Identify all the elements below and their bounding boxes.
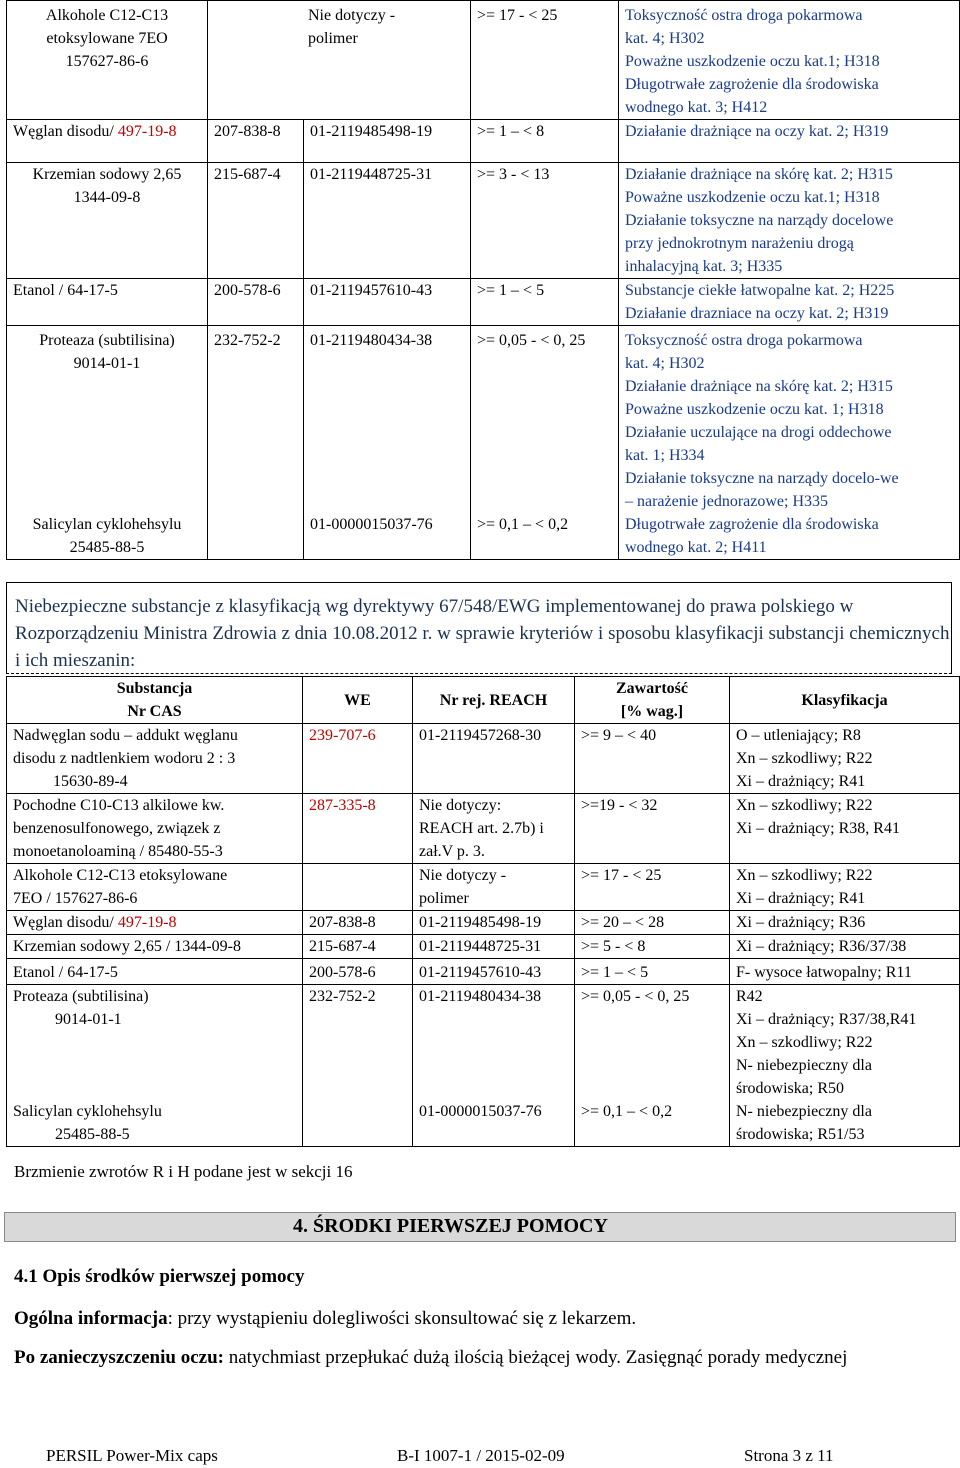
clp-classification-table [6,0,960,560]
header-substance [7,677,303,724]
cas-number: 25485-88-5 [69,539,145,556]
classification-line: R42 [736,988,763,1005]
classification-cell [619,1,960,120]
footer-product: PERSIL Power-Mix caps [46,1446,218,1465]
reach-number: 01-2119457268-30 [413,724,575,794]
reach-number: 01-2119480434-38 [413,985,575,1101]
substance-name: Salicylan cyklohehsylu [32,516,182,533]
concentration: >= 0,05 - < 0, 25 [471,326,619,514]
we-number: 200-578-6 [303,959,413,985]
concentration: >= 17 - < 25 [575,864,730,911]
classification-cell [730,864,960,911]
classification-line: środowiska; R50 [736,1080,844,1097]
classification-cell [730,724,960,794]
table-row [7,911,960,935]
classification-line: wodnego kat. 2; H411 [625,539,767,556]
classification-line: Działanie toksyczne na narządy docelowe [625,212,894,229]
reach-number: 01-0000015037-76 [304,513,471,560]
cas-number: 25485-88-5 [55,1126,130,1143]
cas-number: 157627-86-6 [65,53,149,70]
reach-number: 01-2119448725-31 [304,163,471,279]
substance-line: Węglan disodu/ [13,914,118,931]
cas-number: 9014-01-1 [73,355,141,372]
substance-cell [7,163,208,279]
classification-cell [619,279,960,326]
reach-line: Nie dotyczy - [419,867,507,884]
cas-number: 497-19-8 [117,123,177,140]
classification-line: przy jednokrotnym narażeniu drogą [625,235,854,252]
reach-number: 01-2119485498-19 [304,120,471,163]
table-row [7,959,960,985]
substance-cell [7,1100,303,1147]
classification-line: kat. 4; H302 [625,355,705,372]
we-number: 232-752-2 [303,985,413,1101]
classification-line: Działanie drażniące na oczy kat. 2; H319 [625,123,889,140]
substance-cell [7,724,303,794]
substance-line: Pochodne C10-C13 alkilowe kw. [13,797,225,814]
table-row [7,935,960,959]
we-number: 207-838-8 [208,120,304,163]
reach-line: Nie dotyczy: [419,797,502,814]
classification-line: środowiska; R51/53 [736,1126,865,1143]
header-label: [% wag.] [620,703,684,720]
concentration: >= 5 - < 8 [575,935,730,959]
classification-line: F- wysoce łatwopalny; R11 [730,959,960,985]
classification-line: Poważne uszkodzenie oczu kat. 1; H318 [625,401,884,418]
eye-contact-label: Po zanieczyszczeniu oczu: [14,1347,224,1368]
substance-cell [7,1,208,120]
reach-number: Nie dotyczy - polimer [308,7,396,47]
classification-line: N- niebezpieczny dla [736,1103,872,1120]
concentration: >= 1 – < 5 [471,279,619,326]
concentration: >= 1 – < 8 [471,120,619,163]
table-row [7,985,960,1101]
classification-cell [730,985,960,1101]
substance-line: Proteaza (subtilisina) [13,988,149,1005]
concentration: >= 9 – < 40 [575,724,730,794]
cas-number: 1344-09-8 [73,189,141,206]
substance-line: Nadwęglan sodu – addukt węglanu [13,727,238,744]
classification-line: Działanie uczulające na drogi oddechowe [625,424,892,441]
classification-line: Xn – szkodliwy; R22 [736,750,873,767]
classification-line: wodnego kat. 3; H412 [625,99,768,116]
classification-line: Xi – drażniący; R36/37/38 [730,935,960,959]
classification-line: inhalacyjną kat. 3; H335 [625,258,783,275]
table-row [7,1100,960,1147]
header-label: Zawartość [616,680,688,697]
table-row [7,724,960,794]
reach-number: 01-2119485498-19 [413,911,575,935]
reach-line: zał.V p. 3. [419,843,485,860]
classification-line: – narażenie jednorazowe; H335 [625,493,829,510]
header-label: Nr CAS [127,703,182,720]
reach-line: polimer [419,890,469,907]
substance-line: monoetanoloaminą / 85480-55-3 [13,843,223,860]
reach-number: 01-2119480434-38 [304,326,471,514]
substance-cell [7,513,208,560]
subsection-title: 4.1 Opis środków pierwszej pomocy [14,1266,305,1287]
substance-line: disodu z nadtlenkiem wodoru 2 : 3 [13,750,236,767]
we-number: 232-752-2 [208,326,304,514]
classification-line: Xi – drażniący; R37/38,R41 [736,1011,917,1028]
cas-number: 497-19-8 [117,914,177,931]
concentration: >= 20 – < 28 [575,911,730,935]
table-row [7,279,960,326]
header-concentration [575,677,730,724]
cas-number: 15630-89-4 [53,773,128,790]
substance-cell [7,864,303,911]
classification-line: Xn – szkodliwy; R22 [736,1034,873,1051]
classification-cell [730,1100,960,1147]
concentration: >= 17 - < 25 [471,1,619,120]
header-label: Substancja [116,680,193,697]
classification-line: Xi – drażniący; R36 [730,911,960,935]
classification-line: Xi – drażniący; R41 [736,890,866,907]
classification-cell [619,163,960,279]
substance-cell [7,326,208,514]
we-number [303,864,413,911]
classification-line: Poważne uszkodzenie oczu kat.1; H318 [625,53,880,70]
substance-name: Krzemian sodowy 2,65 [32,166,182,183]
we-number: 215-687-4 [208,163,304,279]
concentration: >= 0,1 – < 0,2 [575,1100,730,1147]
substance-line: Salicylan cyklohehsylu [13,1103,162,1120]
classification-line: Działanie toksyczne na narządy docelo-we [625,470,899,487]
substance-cell [7,985,303,1101]
we-number [303,1100,413,1147]
reach-cell [413,794,575,864]
reach-cell [413,864,575,911]
table-header-row [7,677,960,724]
table-row [7,163,960,279]
classification-line: kat. 1; H334 [625,447,705,464]
classification-line: Xn – szkodliwy; R22 [736,797,873,814]
classification-cell [619,120,960,163]
r-h-phrases-note: Brzmienie zwrotów R i H podane jest w sekcji 16 [14,1162,353,1181]
classification-line: N- niebezpieczny dla [736,1057,872,1074]
classification-cell [619,513,960,560]
substance-line: Krzemian sodowy 2,65 / 1344-09-8 [7,935,303,959]
substance-line: 7EO / 157627-86-6 [13,890,138,907]
section-heading-bar [4,1212,956,1242]
classification-line: Poważne uszkodzenie oczu kat.1; H318 [625,189,880,206]
classification-line: Działanie drazniace na oczy kat. 2; H319 [625,305,889,322]
table-row [7,513,960,560]
reach-number: 01-2119457610-43 [413,959,575,985]
we-number: 200-578-6 [208,279,304,326]
header-reach: Nr rej. REACH [413,677,575,724]
general-info-paragraph [14,1305,944,1332]
classification-line: Długotrwałe zagrożenie dla środowiska [625,516,879,533]
table-row [7,1,960,120]
concentration: >= 3 - < 13 [471,163,619,279]
general-info-label: Ogólna informacja [14,1308,168,1329]
table-row [7,794,960,864]
we-number: 207-838-8 [303,911,413,935]
classification-cell [619,326,960,514]
classification-line: Toksyczność ostra droga pokarmowa [625,7,863,24]
concentration: >= 1 – < 5 [575,959,730,985]
substance-cell [7,911,303,935]
header-we: WE [303,677,413,724]
table-row [7,120,960,163]
footer-page-number: Strona 3 z 11 [744,1446,834,1465]
concentration: >= 0,05 - < 0, 25 [575,985,730,1101]
reach-cell [208,1,471,120]
classification-line: O – utleniający; R8 [736,727,861,744]
substance-name: Węglan disodu/ [13,123,118,140]
cas-number: 9014-01-1 [55,1011,122,1028]
section-title: 4. ŚRODKI PIERWSZEJ POMOCY [293,1215,608,1237]
substance-line: benzenosulfonowego, związek z [13,820,221,837]
substance-cell [7,120,208,163]
substance-name: Etanol / 64-17-5 [7,279,208,326]
table-row [7,864,960,911]
eye-contact-text: natychmiast przepłukać dużą ilością bieżącej wody. Zasięgnąć porady medycznej [223,1347,848,1368]
classification-line: Xi – drażniący; R41 [736,773,866,790]
classification-line: Działanie drażniące na skórę kat. 2; H315 [625,378,893,395]
substance-line: Alkohole C12-C13 etoksylowane [13,867,228,884]
substance-name: Proteaza (subtilisina) [39,332,175,349]
dsd-classification-table [6,676,960,1147]
table-row [7,326,960,514]
classification-line: Substancje ciekłe łatwopalne kat. 2; H225 [625,282,895,299]
classification-line: Toksyczność ostra droga pokarmowa [625,332,863,349]
general-info-text: : przy wystąpieniu dolegliwości skonsultować się z lekarzem. [167,1308,637,1329]
substance-name: Alkohole C12-C13 etoksylowane 7EO [45,7,169,47]
classification-cell [730,794,960,864]
reach-number: 01-2119457610-43 [304,279,471,326]
classification-line: Xn – szkodliwy; R22 [736,867,873,884]
eye-contact-paragraph [14,1344,944,1371]
concentration: >=19 - < 32 [575,794,730,864]
classification-line: Działanie drażniące na skórę kat. 2; H315 [625,166,893,183]
reach-number: 01-2119448725-31 [413,935,575,959]
we-number: 215-687-4 [303,935,413,959]
classification-line: kat. 4; H302 [625,30,705,47]
footer-document-id: B-I 1007-1 / 2015-02-09 [397,1446,565,1465]
classification-line: Xi – drażniący; R38, R41 [736,820,900,837]
substance-line: Etanol / 64-17-5 [7,959,303,985]
classification-line: Długotrwałe zagrożenie dla środowiska [625,76,879,93]
reach-number: 01-0000015037-76 [413,1100,575,1147]
header-classification: Klasyfikacja [730,677,960,724]
we-number: 287-335-8 [303,794,413,864]
reach-line: REACH art. 2.7b) i [419,820,544,837]
we-number: 239-707-6 [303,724,413,794]
we-number [208,513,304,560]
substance-cell [7,794,303,864]
directive-paragraph: Niebezpieczne substancje z klasyfikacją wg dyrektywy 67/548/EWG implementowanej do prawa polskiego w Rozporządzeniu Ministra Zdrowia z dnia 10.08.2012 r. w sprawie kryteriów i sposobu klasyfikacji substancji chemicznych i ich mieszanin: [6,582,952,674]
concentration: >= 0,1 – < 0,2 [471,513,619,560]
